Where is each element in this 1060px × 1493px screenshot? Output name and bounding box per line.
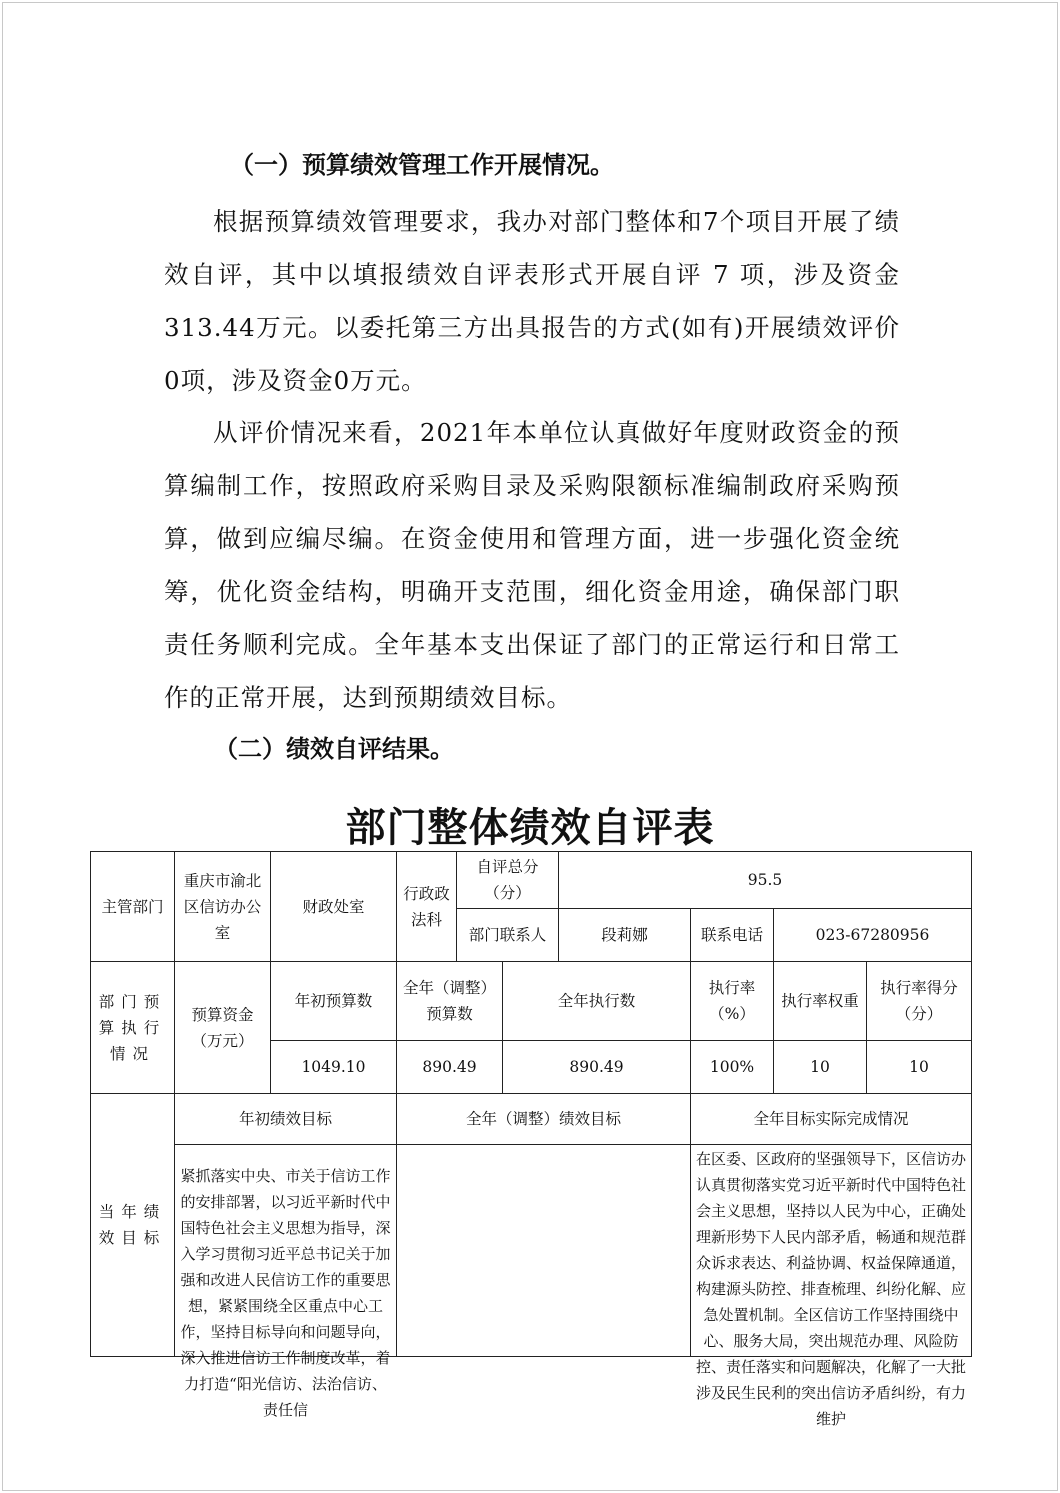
- budget-value-cell: [271, 1041, 397, 1094]
- budget-header-cell: [691, 962, 774, 1041]
- budget-header-cell: [503, 962, 691, 1041]
- budget-value: 10: [909, 1058, 929, 1076]
- score-label-cell: [457, 852, 559, 909]
- dept-unit: 重庆市渝北区信访办公室: [183, 871, 262, 942]
- score-label: 自评总分（分）: [476, 858, 539, 902]
- self-evaluation-table: [90, 851, 972, 1428]
- phone-value: 023-67280956: [815, 926, 930, 944]
- contact-label: 部门联系人: [468, 926, 547, 944]
- budget-value-cell: [867, 1041, 972, 1094]
- budget-header: 全年执行数: [557, 992, 636, 1010]
- phone-label-cell: [691, 909, 774, 962]
- budget-value-cell: [774, 1041, 867, 1094]
- actual-completion-text: 在区委、区政府的坚强领导下，区信访办认真贯彻落实党习近平新时代中国特色社会主义思想，坚持以人民为中心，正确处理新形势下人民内部矛盾，畅通和规范群众诉求表达、利益协调、权益保障通道，构建源头防控、排查梳理、纠纷化解、应急处置机制。全区信访工作坚持围绕中心、服务大局，突出规范办理、风险防控、责任落实和问题解决，化解了一大批涉及民生民利的突出信访矛盾纠纷，有力维护: [696, 1149, 967, 1428]
- dept-label: 主管部门: [101, 897, 164, 916]
- actual-completion-cell: [691, 1145, 972, 1428]
- budget-header: 执行率权重: [781, 992, 859, 1010]
- contact-label-cell: [457, 909, 559, 962]
- budget-header-cell: [774, 962, 867, 1041]
- initial-goal-text: 紧抓落实中央、市关于信访工作的安排部署，以习近平新时代中国特色社会主义思想为指导，深入学习贯彻习近平总书记关于加强和改进人民信访工作的重要思想，紧紧围绕全区重点中心工作，坚持目标导向和问题导向，深入推进信访工作制度改革，着力打造“阳光信访、法治信访、责任信: [180, 1166, 391, 1419]
- goals-header-cell: [691, 1094, 972, 1145]
- budget-value: 890.49: [569, 1058, 624, 1076]
- budget-value-cell: [397, 1041, 503, 1094]
- office-value: 行政政法科: [403, 884, 450, 929]
- initial-goal-cell: [175, 1145, 397, 1419]
- goals-header: 年初绩效目标: [238, 1110, 332, 1128]
- budget-value: 1049.10: [301, 1058, 366, 1076]
- office-label-cell: [271, 852, 397, 962]
- budget-header: 全年（调整）预算数: [402, 979, 496, 1023]
- table-row: [91, 1094, 972, 1145]
- budget-value: 10: [810, 1058, 830, 1076]
- budget-fund-label: 预算资金（万元）: [191, 1005, 254, 1050]
- paragraph-1: 根据预算绩效管理要求，我办对部门整体和7个项目开展了绩效自评，其中以填报绩效自评表形式开展自评 7 项，涉及资金313.44万元。以委托第三方出具报告的方式(如有)开展绩效评价0项，涉及资金0万元。: [164, 207, 900, 395]
- budget-section-cell: [91, 962, 175, 1094]
- budget-header: 执行率得分（分）: [880, 979, 958, 1023]
- budget-header-cell: [867, 962, 972, 1041]
- dept-unit-cell: [175, 852, 271, 962]
- phone-label: 联系电话: [701, 926, 764, 944]
- table-row: [91, 962, 972, 1041]
- goals-header-cell: [175, 1094, 397, 1145]
- score-value-cell: [559, 852, 972, 909]
- budget-section-label: 部门预算执行情况: [98, 992, 167, 1063]
- phone-value-cell: [774, 909, 972, 962]
- table-row: [91, 852, 972, 909]
- contact-name: 段莉娜: [601, 926, 648, 944]
- budget-value-cell: [503, 1041, 691, 1094]
- score-value: 95.5: [747, 871, 783, 889]
- contact-name-cell: [559, 909, 691, 962]
- budget-header: 年初预算数: [294, 992, 373, 1010]
- budget-value: 100%: [709, 1058, 755, 1076]
- section-heading-2: （二）绩效自评结果。: [214, 734, 454, 763]
- budget-value-cell: [691, 1041, 774, 1094]
- adjusted-goal-cell: [397, 1145, 691, 1357]
- paragraph-2: 从评价情况来看，2021年本单位认真做好年度财政资金的预算编制工作，按照政府采购目录及采购限额标准编制政府采购预算，做到应编尽编。在资金使用和管理方面，进一步强化资金统筹，优化资金结构，明确开支范围，细化资金用途，确保部门职责任务顺利完成。全年基本支出保证了部门的正常运行和日常工作的正常开展，达到预期绩效目标。: [164, 418, 900, 712]
- section-heading-1: （一）预算绩效管理工作开展情况。: [230, 150, 614, 179]
- budget-header-cell: [271, 962, 397, 1041]
- goals-section-cell: [91, 1094, 175, 1357]
- budget-value: 890.49: [422, 1058, 477, 1076]
- goals-header: 全年（调整）绩效目标: [466, 1110, 622, 1128]
- dept-label-cell: [91, 852, 175, 962]
- budget-header: 执行率（%）: [708, 979, 756, 1023]
- office-label: 财政处室: [302, 897, 365, 916]
- budget-header-cell: [397, 962, 503, 1041]
- goals-header-cell: [397, 1094, 691, 1145]
- office-value-cell: [397, 852, 457, 962]
- budget-fund-cell: [175, 962, 271, 1094]
- goals-section-label: 当年绩效目标: [98, 1203, 167, 1247]
- table-row: [91, 1145, 972, 1357]
- goals-header: 全年目标实际完成情况: [753, 1110, 909, 1128]
- table-title: 部门整体绩效自评表: [345, 804, 715, 851]
